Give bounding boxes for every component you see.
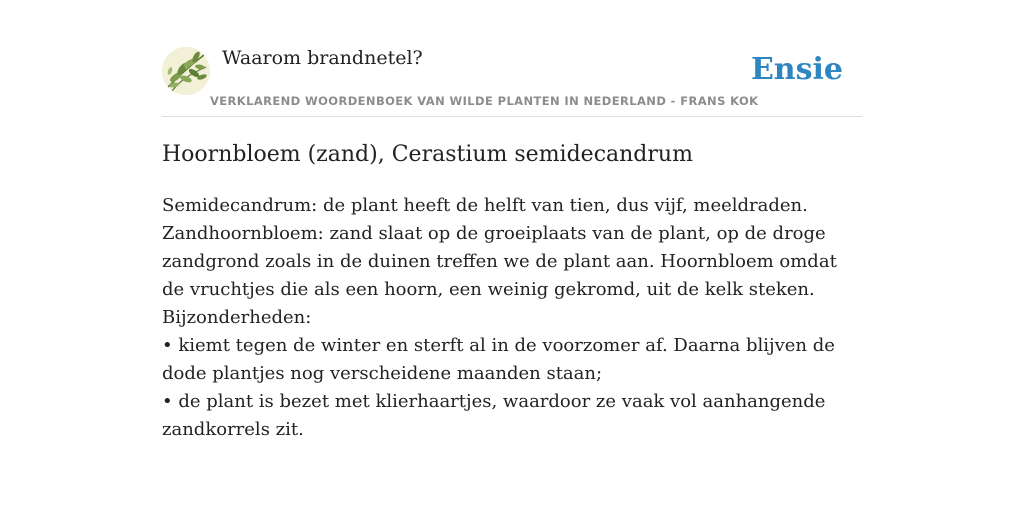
page-title[interactable]: Waarom brandnetel? — [222, 47, 423, 69]
source-subtitle[interactable]: VERKLAREND WOORDENBOEK VAN WILDE PLANTEN IN NEDERLAND - FRANS KOK — [210, 94, 759, 108]
page — [162, 0, 862, 440]
entry-paragraph: Semidecandrum: de plant heeft de helft van tien, dus vijf, meeldraden. — [162, 195, 808, 216]
entry-paragraph: Zandhoornbloem: zand slaat op de groeiplaats van de plant, op de droge zandgrond zoals in de duinen treffen we de plant aan. Hoornbloem omdat de vruchtjes die als een hoorn, een weinig gekromd, uit de kelk steken. — [162, 223, 837, 300]
avatar[interactable] — [162, 47, 210, 95]
header — [162, 0, 862, 117]
entry-body — [162, 192, 862, 444]
entry-title: Hoornbloem (zand), Cerastium semidecandrum — [162, 142, 693, 167]
entry-bullet: • de plant is bezet met klierhaartjes, waardoor ze vaak vol aanhangende zandkorrels zit. — [162, 391, 826, 440]
entry-bullet: • kiemt tegen de winter en sterft al in de voorzomer af. Daarna blijven de dode plantjes nog verscheidene maanden staan; — [162, 335, 835, 384]
entry-paragraph: Bijzonderheden: — [162, 307, 312, 328]
brand-logo-link[interactable]: Ensie — [750, 52, 843, 87]
plant-leaves-icon — [162, 47, 210, 95]
